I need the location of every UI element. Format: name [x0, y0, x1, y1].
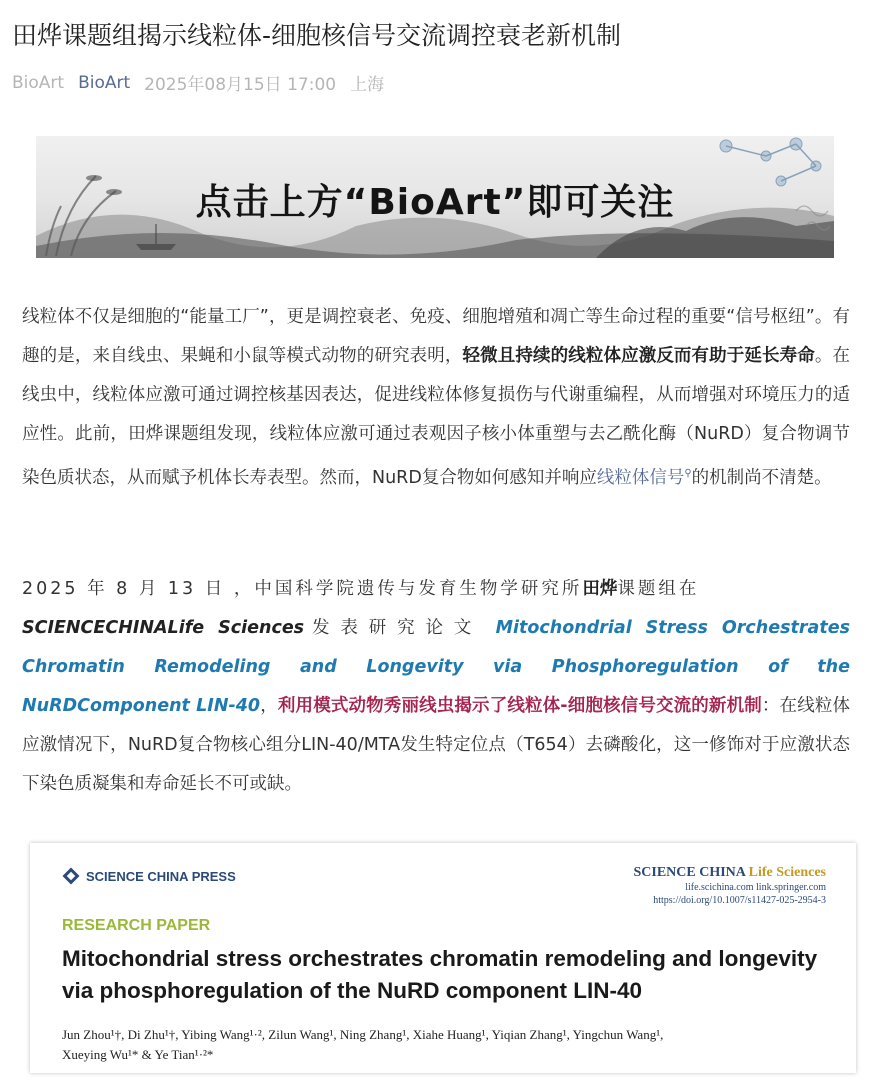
publisher-logo: [62, 867, 236, 885]
publisher-diamond-icon: [62, 867, 80, 885]
publication-text-3: ：在线粒体应激情况下，NuRD复合物核心组分LIN-40/MTA发生特定位点（T654）去磷酸化，这一修饰对于应激状态下染色质凝集和寿命延长不可或缺。: [22, 696, 850, 794]
author-name: BioArt: [12, 72, 65, 93]
publication-date: 2025 年 8 月 13 日 ，中国科学院遗传与发育生物学研究所: [22, 579, 583, 599]
research-paper-label: RESEARCH PAPER: [62, 917, 211, 934]
publisher-name: SCIENCE CHINA PRESS: [86, 868, 236, 884]
account-link[interactable]: BioArt: [78, 72, 131, 93]
journal-doi: https://doi.org/10.1007/s11427-025-2954-3: [653, 895, 826, 906]
article-title: 田烨课题组揭示线粒体-细胞核信号交流调控衰老新机制: [12, 21, 622, 50]
paper-header-image: [30, 843, 856, 1073]
search-icon[interactable]: ⚲: [684, 468, 692, 479]
mitochondrial-signal-link[interactable]: 线粒体信号: [596, 467, 685, 488]
follow-banner[interactable]: [36, 136, 834, 258]
journal-title-b: Life Sciences: [748, 865, 826, 880]
paper-title: Mitochondrial stress orchestrates chromatin remodeling and longevity via phosphoregulation of the NuRD component LIN-40: [62, 946, 818, 1003]
paper-authors: [62, 1025, 822, 1065]
intro-text-3: 的机制尚不清楚。: [691, 467, 832, 488]
finding-highlight: 利用模式动物秀丽线虫揭示了线粒体-细胞核信号交流的新机制: [277, 696, 762, 716]
article-meta: [12, 70, 384, 95]
paragraph-publication: [22, 570, 850, 804]
paper-english-title: Mitochondrial Stress Orchestrates Chromatin Remodeling and Longevity via Phosphoregulation of the NuRDComponent LIN-40: [22, 618, 851, 716]
banner-follow-text: 点击上方“BioArt”即可关注: [195, 182, 675, 223]
publication-text-1: 课题组在: [617, 579, 700, 599]
journal-links: life.scichina.com link.springer.com: [685, 882, 826, 893]
intro-text-1: 线粒体不仅是细胞的“能量工厂”，更是调控衰老、免疫、细胞增殖和凋亡等生命过程的重要“信号枢纽”。有趣的是，来自线虫、果蝇和小鼠等模式动物的研究表明，: [22, 307, 850, 366]
authors-line-2: Xueying Wu¹* & Ye Tian¹·²*: [62, 1047, 214, 1062]
pi-name: 田烨: [582, 579, 618, 599]
journal-header: [633, 865, 826, 907]
publication-comma: ，: [260, 696, 278, 716]
publish-location: 上海: [350, 75, 385, 95]
intro-bold-text: 轻微且持续的线粒体应激反而有助于延长寿命: [462, 346, 815, 366]
publication-text-2: 发表研究论文: [304, 618, 483, 638]
journal-title: [633, 865, 826, 881]
publish-datetime: 2025年08月15日 17:00: [144, 75, 337, 95]
paragraph-intro: [22, 298, 850, 498]
authors-line-1: Jun Zhou¹†, Di Zhu¹†, Yibing Wang¹·², Zilun Wang¹, Ning Zhang¹, Xiahe Huang¹, Yiqian Zhang¹, Yingchun Wang¹,: [62, 1027, 664, 1042]
intro-text-2: 。在线虫中，线粒体应激可通过调控核基因表达，促进线粒体修复损伤与代谢重编程，从而增强对环境压力的适应性。此前，田烨课题组发现，线粒体应激可通过表观因子核小体重塑与去乙酰化酶（NuRD）复合物调节染色质状态，从而赋予机体长寿表型。然而，NuRD复合物如何感知并响应: [22, 346, 851, 488]
journal-title-a: SCIENCE CHINA: [633, 865, 746, 880]
journal-name: SCIENCECHINALife Sciences: [22, 618, 305, 638]
